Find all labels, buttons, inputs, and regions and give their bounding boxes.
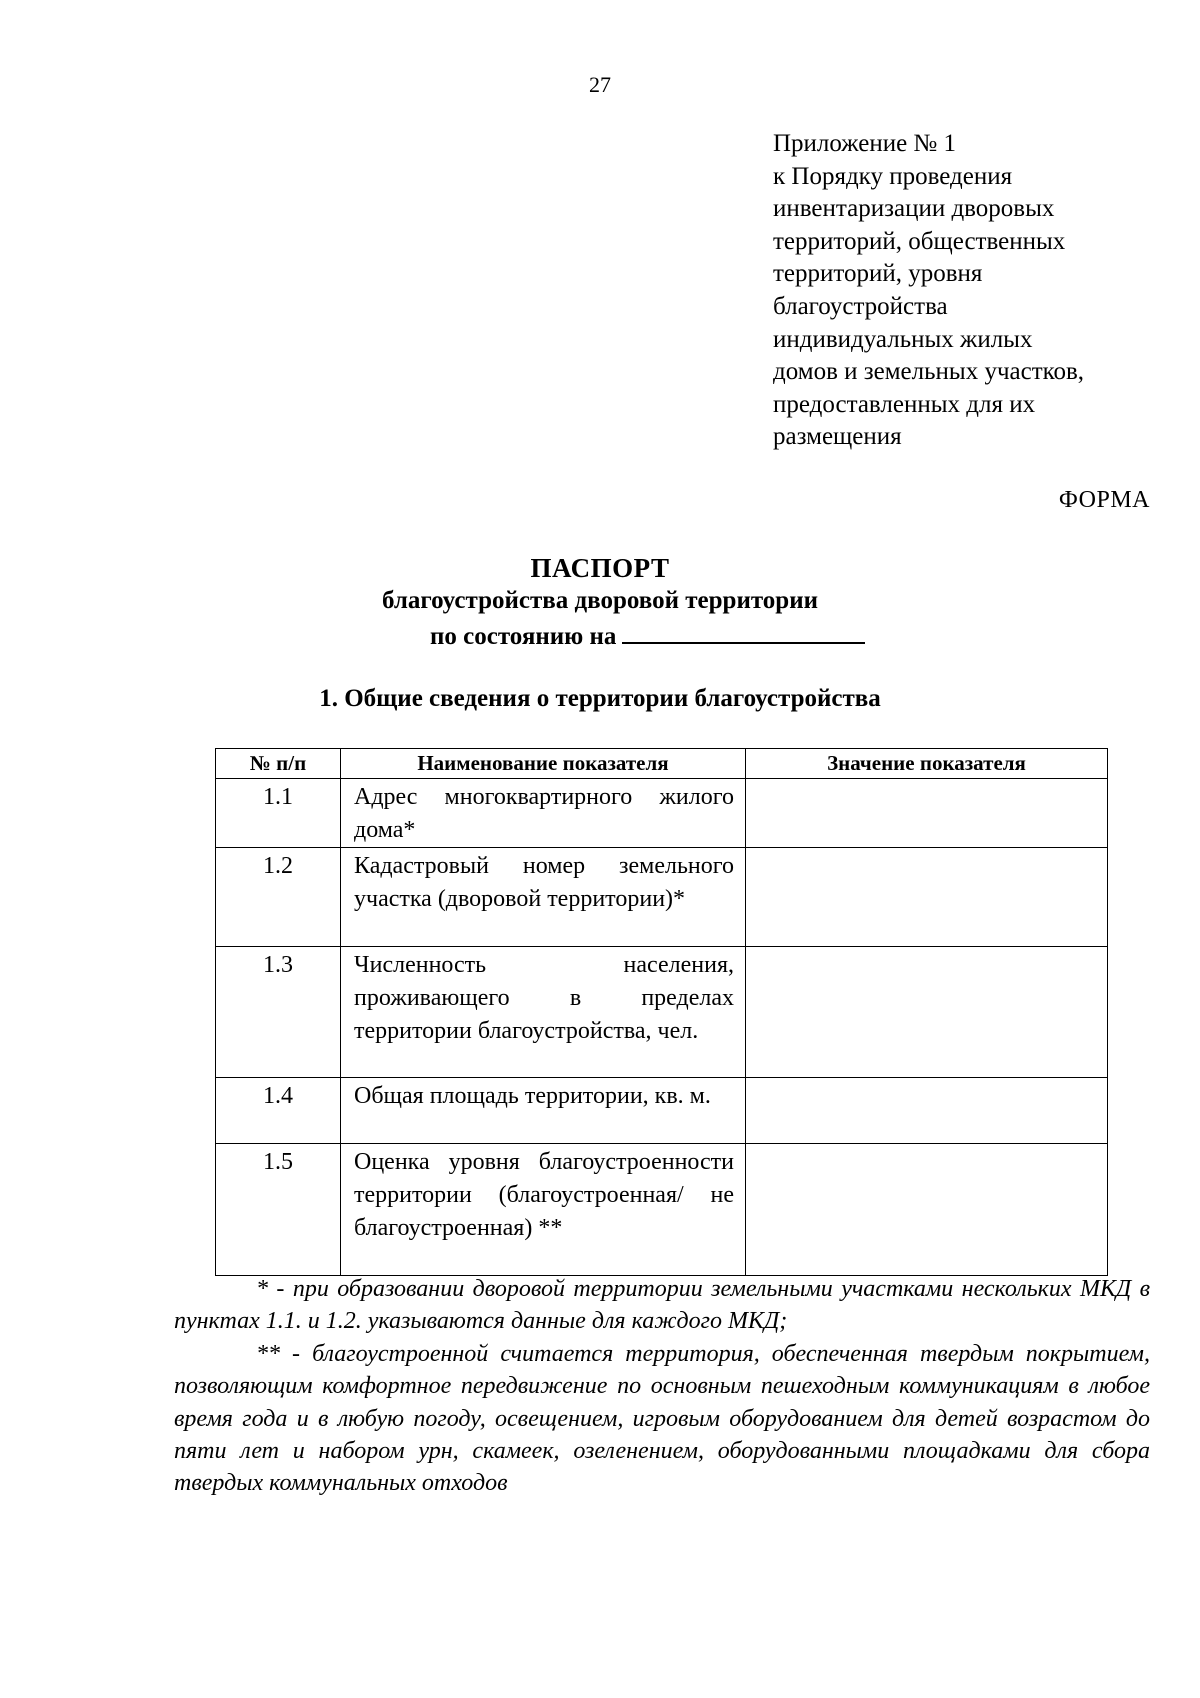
indicator-name: Адрес многоквартирного жилого дома* (341, 779, 746, 848)
table-header-row (216, 749, 1108, 779)
appendix-line: домов и земельных участков, (773, 358, 1085, 386)
appendix-line: предоставленных для их (773, 390, 1036, 418)
row-number: 1.3 (216, 947, 341, 1078)
appendix-line: территорий, уровня (773, 260, 983, 288)
table-row (216, 1144, 1108, 1276)
section-heading: 1. Общие сведения о территории благоустройства (319, 685, 881, 712)
table-row (216, 779, 1108, 848)
column-header-value: Значение показателя (746, 749, 1108, 779)
appendix-line: инвентаризации дворовых (773, 195, 1055, 223)
indicator-name: Общая площадь территории, кв. м. (341, 1078, 746, 1144)
page-number: 27 (589, 72, 611, 97)
footnote-single-asterisk: * - при образовании дворовой территории земельными участками нескольких МКД в пунктах 1.1. и 1.2. указываются данные для каждого МКД; (174, 1276, 1150, 1335)
footnote-double-asterisk: ** - благоустроенной считается территория, обеспеченная твердым покрытием, позволяющим комфортное передвижение по основным пешеходным коммуникациям в любое время года и в любую погоду, освещением, игровым оборудованием для детей возрастом до пяти лет и набором урн, скамеек, озеленением, оборудованными площадками для сбора твердых коммунальных отходов (174, 1340, 1150, 1497)
table-row (216, 848, 1108, 947)
indicator-value-cell[interactable] (746, 1144, 1108, 1276)
indicator-name: Оценка уровня благоустроенности территории (благоустроенная/ не благоустроенная) ** (341, 1144, 746, 1276)
appendix-line: территорий, общественных (773, 227, 1066, 255)
appendix-line: Приложение № 1 (773, 130, 957, 157)
row-number: 1.2 (216, 848, 341, 947)
status-date-prefix: по состоянию на (430, 623, 617, 650)
appendix-line: индивидуальных жилых (773, 325, 1033, 353)
indicator-name: Кадастровый номер земельного участка (дворовой территории)* (341, 848, 746, 947)
indicator-value-cell[interactable] (746, 848, 1108, 947)
table-row (216, 947, 1108, 1078)
date-blank-field[interactable] (622, 620, 865, 644)
form-label: ФОРМА (1058, 487, 1150, 513)
column-header-name: Наименование показателя (341, 749, 746, 779)
indicator-value-cell[interactable] (746, 947, 1108, 1078)
table-row (216, 1078, 1108, 1144)
appendix-line: к Порядку проведения (773, 162, 1013, 190)
appendix-reference (773, 128, 1163, 454)
status-date-line (430, 620, 865, 651)
footnotes (174, 1273, 1150, 1500)
appendix-line: размещения (773, 423, 902, 451)
indicator-value-cell[interactable] (746, 1078, 1108, 1144)
indicator-name: Численность населения, проживающего в пределах территории благоустройства, чел. (341, 947, 746, 1078)
general-info-table (215, 748, 1108, 1276)
row-number: 1.1 (216, 779, 341, 848)
indicator-value-cell[interactable] (746, 779, 1108, 848)
column-header-number: № п/п (216, 749, 341, 779)
row-number: 1.4 (216, 1078, 341, 1144)
row-number: 1.5 (216, 1144, 341, 1276)
document-subtitle: благоустройства дворовой территории (381, 587, 819, 614)
document-title: ПАСПОРТ (530, 553, 670, 583)
appendix-line: благоустройства (773, 292, 948, 320)
